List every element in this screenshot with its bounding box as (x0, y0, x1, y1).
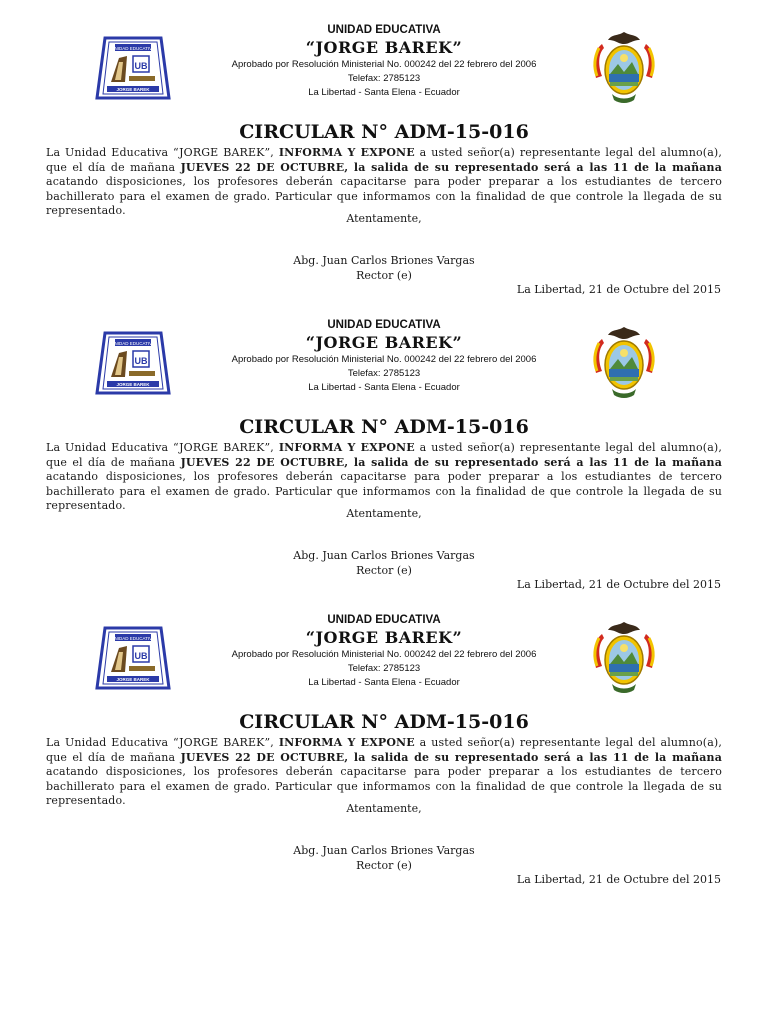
body-bold-2: JUEVES 22 DE OCTUBRE, la salida de su representado será a las 11 de la mañana (180, 750, 722, 764)
issue-date: La Libertad, 21 de Octubre del 2015 (516, 873, 721, 886)
body-text-1: La Unidad Educativa “JORGE BAREK”, (46, 441, 274, 454)
approval-resolution: Aprobado por Resolución Ministerial No. 000242 del 22 febrero del 2006 (231, 354, 537, 365)
location: La Libertad - Santa Elena - Ecuador (308, 382, 460, 393)
approval-resolution: Aprobado por Resolución Ministerial No. 000242 del 22 febrero del 2006 (231, 59, 537, 70)
circular-section-1 (0, 24, 768, 323)
telefax: Telefax: 2785123 (347, 368, 421, 379)
svg-text:JORGE BAREK: JORGE BAREK (116, 677, 150, 682)
body-text-2: a usted señor(a) representante legal del alumno(a), que el día de mañana (46, 441, 722, 469)
circular-title: CIRCULAR N° ADM-15-016 (239, 711, 529, 733)
signer-name: Abg. Juan Carlos Briones Vargas (293, 549, 475, 562)
svg-text:UB: UB (134, 356, 148, 366)
svg-text:UNIDAD EDUCATIVA: UNIDAD EDUCATIVA (111, 341, 155, 346)
circular-body (46, 146, 722, 219)
institution-type: UNIDAD EDUCATIVA (327, 24, 441, 36)
svg-text:UNIDAD EDUCATIVA: UNIDAD EDUCATIVA (111, 46, 155, 51)
body-text-2: a usted señor(a) representante legal del alumno(a), que el día de mañana (46, 736, 722, 764)
circular-title: CIRCULAR N° ADM-15-016 (239, 416, 529, 438)
closing-salutation: Atentamente, (346, 212, 422, 225)
signer-name: Abg. Juan Carlos Briones Vargas (293, 844, 475, 857)
school-name: “JORGE BAREK” (305, 38, 463, 57)
svg-text:UB: UB (134, 61, 148, 71)
body-text-3: acatando disposiciones, los profesores deberán capacitarse para poder preparar a los estudiantes de tercero bachillerato para el examen de grado. Particular que informamos con la finalidad de que controle la llegada de su representado. (46, 175, 722, 217)
circular-body (46, 736, 722, 809)
issue-date: La Libertad, 21 de Octubre del 2015 (516, 578, 721, 591)
body-text-3: acatando disposiciones, los profesores deberán capacitarse para poder preparar a los estudiantes de tercero bachillerato para el examen de grado. Particular que informamos con la finalidad de que controle la llegada de su representado. (46, 765, 722, 807)
svg-text:UB: UB (134, 651, 148, 661)
location: La Libertad - Santa Elena - Ecuador (308, 677, 460, 688)
signer-role: Rector (e) (356, 859, 412, 872)
circular-section-3 (0, 614, 768, 913)
institution-type: UNIDAD EDUCATIVA (327, 319, 441, 331)
body-bold-1: INFORMA Y EXPONE (278, 736, 415, 749)
school-name: “JORGE BAREK” (305, 628, 463, 647)
svg-text:UNIDAD EDUCATIVA: UNIDAD EDUCATIVA (111, 636, 155, 641)
issue-date: La Libertad, 21 de Octubre del 2015 (516, 283, 721, 296)
closing-salutation: Atentamente, (346, 802, 422, 815)
body-text-1: La Unidad Educativa “JORGE BAREK”, (46, 736, 274, 749)
signer-role: Rector (e) (356, 269, 412, 282)
body-bold-1: INFORMA Y EXPONE (278, 146, 415, 159)
body-bold-1: INFORMA Y EXPONE (278, 441, 415, 454)
body-bold-2: JUEVES 22 DE OCTUBRE, la salida de su representado será a las 11 de la mañana (180, 160, 722, 174)
circular-title: CIRCULAR N° ADM-15-016 (239, 121, 529, 143)
body-text-3: acatando disposiciones, los profesores deberán capacitarse para poder preparar a los estudiantes de tercero bachillerato para el examen de grado. Particular que informamos con la finalidad de que controle la llegada de su representado. (46, 470, 722, 512)
signer-role: Rector (e) (356, 564, 412, 577)
institution-type: UNIDAD EDUCATIVA (327, 614, 441, 626)
circular-section-2 (0, 319, 768, 618)
signer-name: Abg. Juan Carlos Briones Vargas (293, 254, 475, 267)
school-name: “JORGE BAREK” (305, 333, 463, 352)
telefax: Telefax: 2785123 (347, 663, 421, 674)
approval-resolution: Aprobado por Resolución Ministerial No. 000242 del 22 febrero del 2006 (231, 649, 537, 660)
closing-salutation: Atentamente, (346, 507, 422, 520)
svg-text:JORGE BAREK: JORGE BAREK (116, 87, 150, 92)
circular-body (46, 441, 722, 514)
body-bold-2: JUEVES 22 DE OCTUBRE, la salida de su representado será a las 11 de la mañana (180, 455, 722, 469)
telefax: Telefax: 2785123 (347, 73, 421, 84)
body-text-1: La Unidad Educativa “JORGE BAREK”, (46, 146, 274, 159)
body-text-2: a usted señor(a) representante legal del alumno(a), que el día de mañana (46, 146, 722, 174)
svg-text:JORGE BAREK: JORGE BAREK (116, 382, 150, 387)
location: La Libertad - Santa Elena - Ecuador (308, 87, 460, 98)
